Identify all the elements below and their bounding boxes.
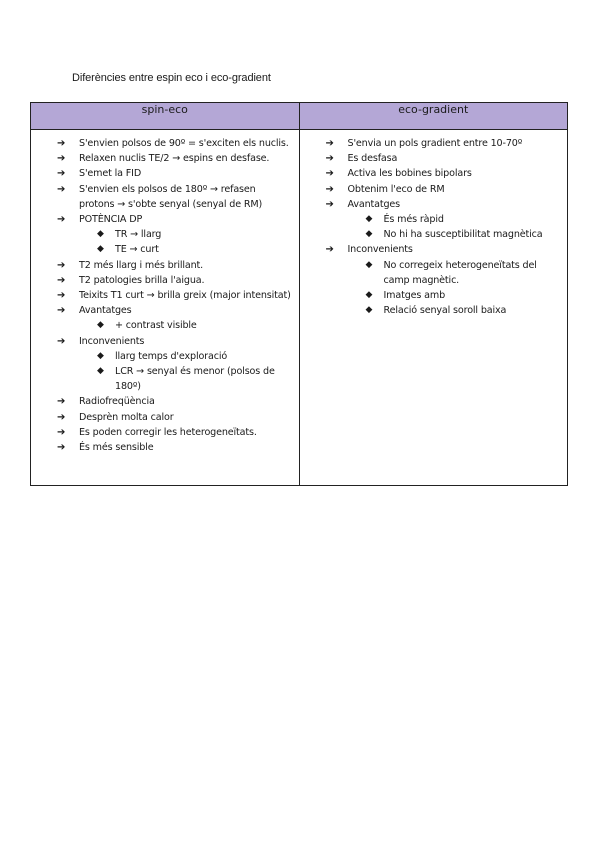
sub-list-item: [97, 227, 293, 242]
list-item: [37, 273, 293, 288]
arrow-bullet-icon: ➔: [57, 442, 66, 454]
eco-gradient-list: [306, 136, 562, 318]
sub-list-item: [366, 258, 562, 288]
sub-list-item: [366, 288, 562, 303]
sub-list: [79, 227, 293, 257]
sub-list-item: [97, 318, 293, 333]
arrow-bullet-icon: ➔: [57, 214, 66, 226]
list-item: [37, 258, 293, 273]
arrow-bullet-icon: ➔: [325, 153, 334, 165]
diamond-bullet-icon: ◆: [97, 366, 104, 377]
sub-list: [79, 349, 293, 395]
list-item: [37, 166, 293, 181]
sub-list-item-text: És més ràpid: [383, 214, 444, 226]
list-item: [306, 182, 562, 197]
list-item: [306, 242, 562, 318]
arrow-bullet-icon: ➔: [57, 168, 66, 180]
comparison-table: [30, 102, 568, 486]
sub-list-item-text: Relació senyal soroll baixa: [383, 305, 507, 317]
arrow-bullet-icon: ➔: [325, 168, 334, 180]
list-item-text: Avantatges: [79, 305, 132, 317]
list-item: [37, 394, 293, 409]
header-spin-eco: spin-eco: [31, 103, 300, 130]
list-item-text: S'envien polsos de 90º = s'exciten els nuclis.: [79, 138, 289, 149]
header-eco-gradient: eco-gradient: [299, 103, 568, 130]
arrow-bullet-icon: ➔: [57, 183, 66, 195]
sub-list: [79, 318, 293, 333]
sub-list-item: [97, 364, 293, 394]
sub-list-item: [97, 242, 293, 257]
list-item-text: Es poden corregir les heterogeneïtats.: [79, 426, 257, 438]
list-item: [37, 410, 293, 425]
list-item: [37, 212, 293, 258]
sub-list-item: [366, 212, 562, 227]
diamond-bullet-icon: ◆: [365, 229, 373, 240]
list-item-text: Activa les bobines bipolars: [347, 168, 472, 180]
diamond-bullet-icon: ◆: [365, 259, 373, 270]
sub-list-item-text: No hi ha susceptibilitat magnètica: [383, 229, 543, 241]
list-item: [306, 197, 562, 243]
list-item-text: Radiofreqüència: [79, 396, 155, 408]
list-item-text: S'emet la FID: [79, 168, 142, 180]
list-item-text: Es desfasa: [347, 153, 398, 165]
sub-list: [348, 258, 562, 319]
arrow-bullet-icon: ➔: [325, 138, 334, 149]
arrow-bullet-icon: ➔: [57, 259, 66, 271]
sub-list-item-text: No corregeix heterogeneïtats del camp magnètic.: [383, 259, 537, 286]
list-item: [306, 166, 562, 181]
diamond-bullet-icon: ◆: [97, 229, 104, 240]
sub-list-item-text: llarg temps d'exploració: [115, 350, 228, 362]
diamond-bullet-icon: ◆: [97, 244, 104, 255]
list-item-text: T2 més llarg i més brillant.: [79, 259, 204, 271]
list-item: [37, 151, 293, 166]
list-item: [37, 182, 293, 212]
document-title: Diferències entre espin eco i eco-gradient: [72, 72, 271, 84]
list-item-text: S'envia un pols gradient entre 10-70º: [347, 138, 523, 149]
list-item-text: Relaxen nuclis TE/2 → espins en desfase.: [79, 153, 270, 165]
list-item: [306, 136, 562, 151]
sub-list: [348, 212, 562, 242]
arrow-bullet-icon: ➔: [57, 411, 66, 423]
arrow-bullet-icon: ➔: [57, 335, 66, 347]
diamond-bullet-icon: ◆: [365, 214, 373, 225]
list-item-text: Inconvenients: [79, 335, 145, 347]
arrow-bullet-icon: ➔: [57, 274, 66, 286]
sub-list-item-text: TR → llarg: [115, 229, 162, 241]
list-item-text: POTÈNCIA DP: [79, 214, 143, 226]
column-eco-gradient: [299, 130, 568, 486]
list-item-text: Teixits T1 curt → brilla greix (major intensitat): [79, 290, 291, 302]
list-item-text: T2 patologies brilla l'aigua.: [79, 274, 205, 286]
arrow-bullet-icon: ➔: [325, 183, 334, 195]
diamond-bullet-icon: ◆: [97, 350, 104, 361]
diamond-bullet-icon: ◆: [365, 305, 373, 316]
sub-list-item-text: + contrast visible: [115, 320, 197, 332]
sub-list-item-text: TE → curt: [115, 244, 159, 256]
sub-list-item: [366, 227, 562, 242]
arrow-bullet-icon: ➔: [57, 305, 66, 317]
list-item-text: S'envien els polsos de 180º → refasen protons → s'obte senyal (senyal de RM): [79, 183, 263, 210]
list-item-text: Inconvenients: [347, 244, 413, 256]
list-item: [37, 288, 293, 303]
sub-list-item-text: LCR → senyal és menor (polsos de 180º): [115, 366, 275, 393]
list-item: [306, 151, 562, 166]
sub-list-item: [366, 303, 562, 318]
list-item: [37, 303, 293, 333]
list-item: [37, 334, 293, 395]
arrow-bullet-icon: ➔: [57, 396, 66, 408]
arrow-bullet-icon: ➔: [57, 153, 66, 165]
list-item-text: Avantatges: [347, 198, 401, 210]
sub-list-item-text: Imatges amb: [383, 290, 446, 302]
spin-eco-list: [37, 136, 293, 455]
arrow-bullet-icon: ➔: [57, 426, 66, 438]
arrow-bullet-icon: ➔: [325, 244, 334, 256]
list-item: [37, 425, 293, 440]
arrow-bullet-icon: ➔: [325, 198, 334, 210]
arrow-bullet-icon: ➔: [57, 138, 66, 149]
sub-list-item: [97, 349, 293, 364]
list-item-text: És més sensible: [79, 442, 154, 454]
list-item-text: Desprèn molta calor: [79, 411, 174, 423]
arrow-bullet-icon: ➔: [57, 290, 66, 302]
list-item: [37, 136, 293, 151]
column-spin-eco: [31, 130, 300, 486]
list-item-text: Obtenim l'eco de RM: [347, 183, 445, 195]
diamond-bullet-icon: ◆: [365, 290, 373, 301]
list-item: [37, 440, 293, 455]
diamond-bullet-icon: ◆: [97, 320, 104, 331]
